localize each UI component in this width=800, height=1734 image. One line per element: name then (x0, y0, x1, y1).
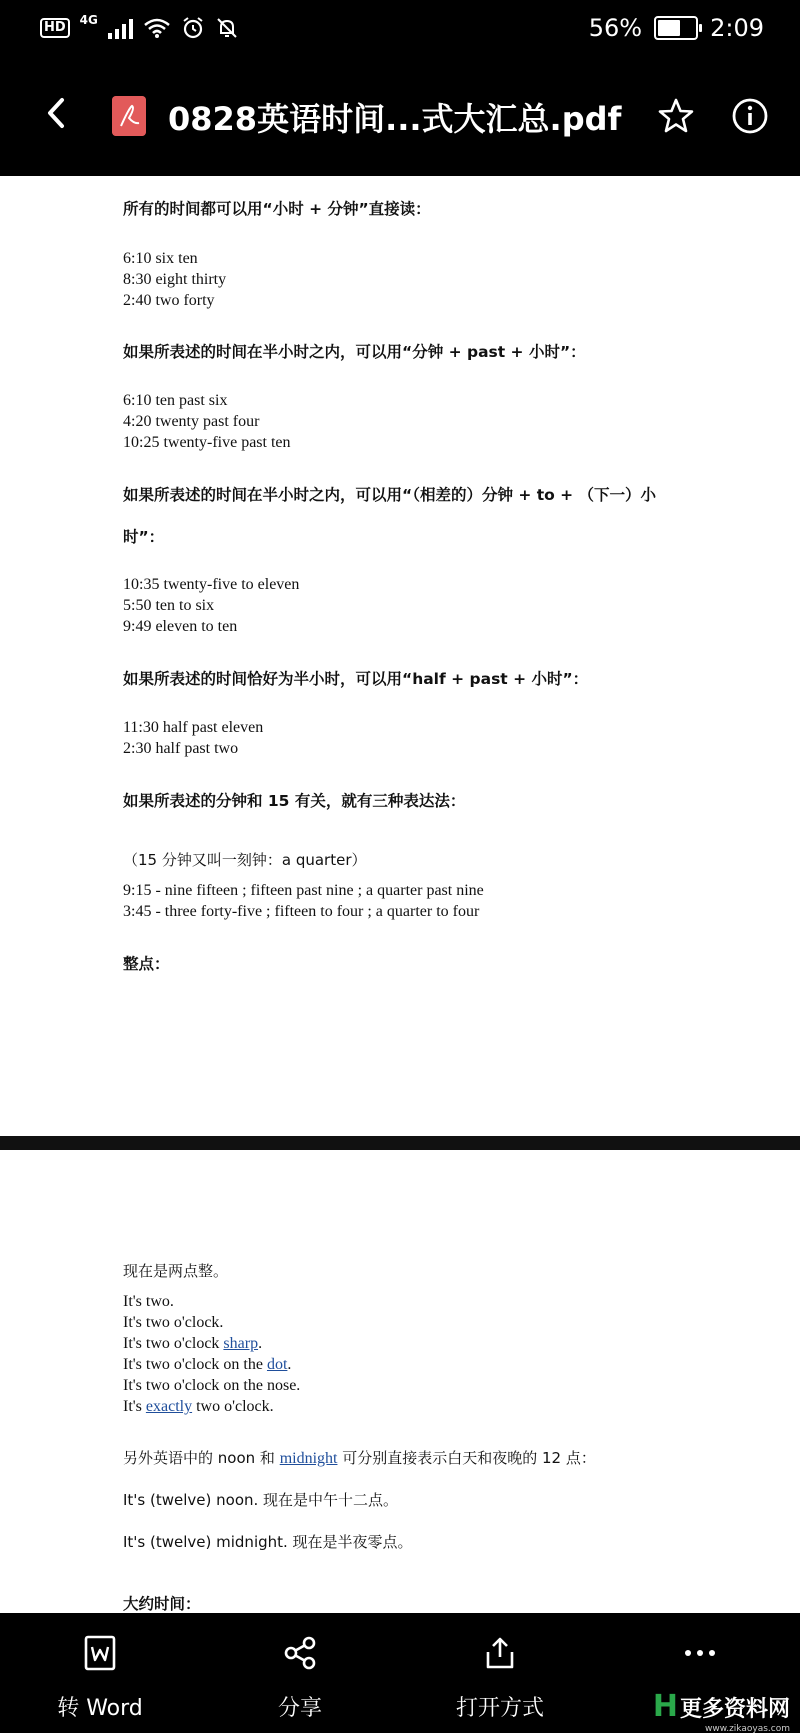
watermark-text: 更多资料网 (679, 1697, 790, 1722)
open-with-button[interactable] (420, 1613, 580, 1733)
doc-line: It's two. (123, 1293, 174, 1310)
doc-line: 5:50 ten to six (123, 597, 215, 614)
open-with-label: 打开方式 (455, 1696, 544, 1721)
doc-line: 10:25 twenty-five past ten (123, 434, 291, 451)
hd-badge: HD (40, 18, 70, 38)
section-heading: 如果所表述的时间在半小时之内，可以用“（相差的）分钟 + to + （下一）小 (123, 486, 657, 504)
battery-fill (658, 20, 680, 36)
doc-line: 10:35 twenty-five to eleven (123, 576, 300, 593)
doc-line (123, 1396, 763, 1417)
text-run: . (287, 1356, 292, 1373)
pdf-page-1 (0, 176, 800, 1136)
page-divider (0, 1136, 800, 1150)
text-run: . (258, 1335, 263, 1352)
doc-line: 6:10 ten past six (123, 392, 228, 409)
open-with-icon (482, 1635, 518, 1671)
doc-line: 4:20 twenty past four (123, 413, 260, 430)
watermark-logo-icon: H (652, 1689, 678, 1724)
doc-line: 3:45 - three forty-five ; fifteen to four ; a quarter to four (123, 903, 480, 920)
status-bar (0, 0, 800, 60)
network-type: 4G (79, 13, 98, 27)
text-run: It's two o'clock on the (123, 1356, 267, 1373)
doc-line (123, 1447, 763, 1469)
doc-line (123, 1354, 763, 1375)
wifi-icon (143, 17, 171, 39)
section-heading: 如果所表述的时间在半小时之内，可以用“分钟 + past + 小时”： (123, 343, 586, 361)
doc-line: 11:30 half past eleven (123, 719, 264, 736)
doc-line: It's two o'clock. (123, 1314, 224, 1331)
more-icon (682, 1635, 718, 1671)
text-run: It's (123, 1398, 146, 1415)
word-icon (82, 1635, 118, 1671)
bottom-action-bar (0, 1613, 800, 1733)
watermark-url: www.zikaoyas.com (704, 1724, 790, 1734)
signal-icon (108, 17, 133, 39)
doc-line: 现在是两点整。 (123, 1262, 229, 1280)
share-icon (282, 1635, 318, 1671)
text-run: 可分别直接表示白天和夜晚的 12 点： (337, 1449, 596, 1467)
star-icon[interactable] (656, 96, 696, 136)
doc-line: 2:40 two forty (123, 292, 215, 309)
text-run: 另外英语中的 noon 和 (123, 1449, 280, 1467)
convert-word-label: 转 Word (57, 1696, 143, 1721)
section-heading: 如果所表述的分钟和 15 有关，就有三种表达法： (123, 792, 466, 810)
mute-bell-icon (215, 16, 239, 40)
doc-line: It's two o'clock on the nose. (123, 1377, 301, 1394)
link-exactly[interactable]: exactly (145, 1398, 193, 1415)
text-run: two o'clock. (192, 1398, 274, 1415)
section-heading: 整点： (123, 955, 170, 973)
convert-word-button[interactable] (20, 1613, 180, 1733)
section-heading: 如果所表述的时间恰好为半小时，可以用“half + past + 小时”： (123, 670, 589, 688)
doc-line: 2:30 half past two (123, 740, 239, 757)
app-toolbar (0, 60, 800, 176)
back-icon[interactable] (34, 90, 80, 136)
section-heading: 大约时间： (123, 1595, 201, 1613)
doc-note: （15 分钟又叫一刻钟：a quarter） (123, 851, 367, 869)
doc-line (123, 1333, 763, 1354)
section-heading: 所有的时间都可以用“小时 + 分钟”直接读： (123, 200, 431, 218)
watermark (653, 1689, 790, 1734)
share-button[interactable] (220, 1613, 380, 1733)
link-midnight[interactable]: midnight (279, 1450, 338, 1467)
doc-line: It's (twelve) midnight. 现在是半夜零点。 (123, 1533, 413, 1551)
text-run: It's two o'clock (123, 1335, 224, 1352)
status-right (589, 14, 764, 42)
doc-line: 8:30 eight thirty (123, 271, 227, 288)
doc-line: It's (twelve) noon. 现在是中午十二点。 (123, 1491, 399, 1509)
clock: 2:09 (710, 14, 764, 42)
file-title: 0828英语时间...式大汇总.pdf (168, 100, 622, 138)
doc-line: 6:10 six ten (123, 250, 198, 267)
info-icon[interactable] (730, 96, 770, 136)
battery-icon (654, 16, 698, 40)
section-heading-cont: 时”： (123, 528, 165, 546)
doc-line: 9:49 eleven to ten (123, 618, 238, 635)
alarm-icon (181, 16, 205, 40)
link-sharp[interactable]: sharp (223, 1335, 259, 1352)
doc-line: 9:15 - nine fifteen ; fifteen past nine ; a quarter past nine (123, 882, 484, 899)
link-dot[interactable]: dot (266, 1356, 288, 1373)
battery-percent: 56% (588, 14, 643, 42)
status-left (40, 13, 239, 40)
share-label: 分享 (277, 1696, 322, 1721)
pdf-icon (112, 96, 146, 136)
